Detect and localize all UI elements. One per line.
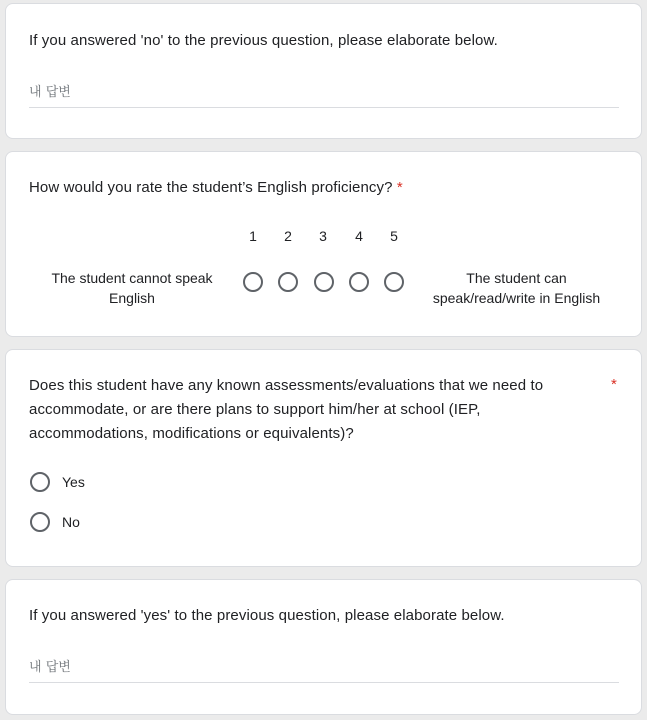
question-card-no-elaboration (5, 3, 642, 139)
answer-input[interactable] (29, 79, 619, 108)
question-card-assessments (5, 349, 642, 567)
answer-input[interactable] (29, 654, 619, 683)
scale-radio-4[interactable] (349, 272, 369, 292)
scale-number-4: 4 (355, 228, 363, 244)
required-asterisk: * (396, 179, 403, 196)
question-title: If you answered 'yes' to the previous question, please elaborate below. (29, 607, 505, 624)
question-title (29, 176, 403, 200)
answer-placeholder: 내 답변 (29, 660, 71, 675)
option-no-label[interactable]: No (62, 514, 80, 530)
scale-number-1: 1 (249, 228, 257, 244)
scale-number-3: 3 (319, 228, 327, 244)
scale-radio-2[interactable] (278, 272, 298, 292)
scale-number-2: 2 (284, 228, 292, 244)
question-title-text: How would you rate the student’s English proficiency? (29, 179, 393, 196)
question-card-yes-elaboration (5, 579, 642, 715)
answer-placeholder: 내 답변 (29, 85, 71, 100)
question-title: Does this student have any known assessments/evaluations that we need to accommodate, or are there plans to support him/her at school (IEP, accommodations, modifications or equivalents)? (29, 377, 544, 442)
scale-number-5: 5 (390, 228, 398, 244)
scale-radio-1[interactable] (243, 272, 263, 292)
scale-radio-3[interactable] (314, 272, 334, 292)
scale-radio-5[interactable] (384, 272, 404, 292)
option-yes-label[interactable]: Yes (62, 474, 85, 490)
question-card-english-proficiency (5, 151, 642, 337)
scale-low-label: The student cannot speak English (51, 270, 213, 306)
scale-high-label: The student can speak/read/write in English (432, 270, 601, 306)
required-asterisk: * (611, 376, 617, 393)
option-no-radio[interactable] (30, 512, 50, 532)
question-title: If you answered 'no' to the previous question, please elaborate below. (29, 32, 498, 49)
option-yes-radio[interactable] (30, 472, 50, 492)
